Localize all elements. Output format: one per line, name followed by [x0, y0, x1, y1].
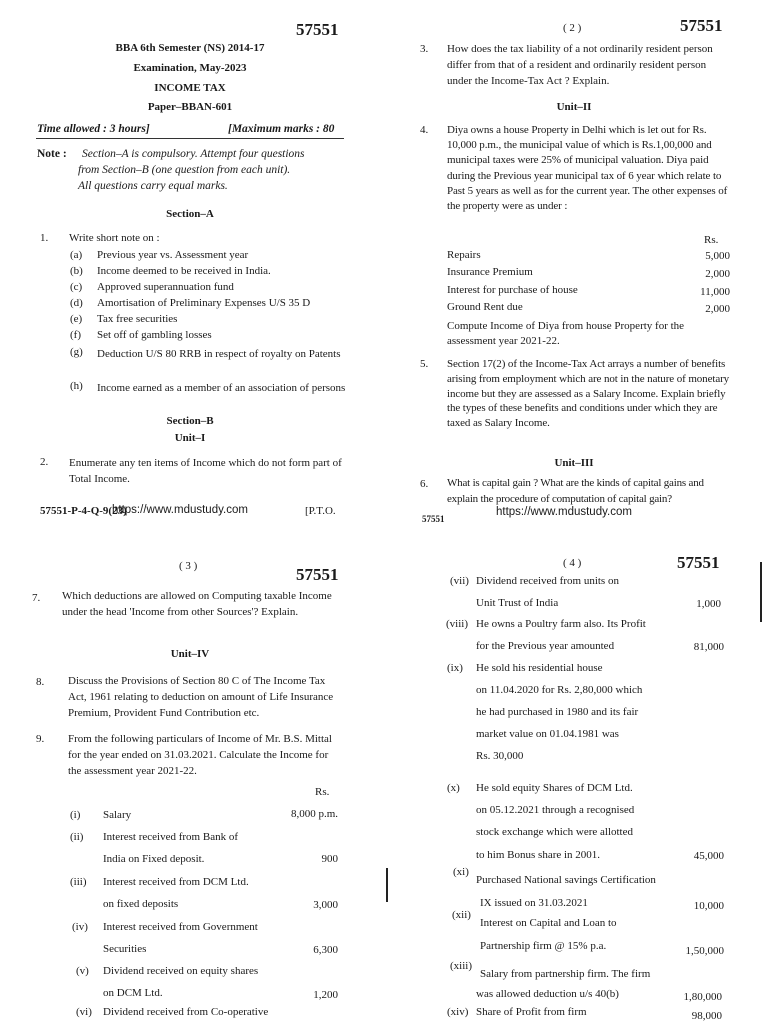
header-divider — [36, 138, 344, 139]
note-line-3: All questions carry equal marks. — [78, 180, 228, 192]
item-text: Interest on Capital and Loan to — [480, 917, 617, 929]
item-text-2: for the Previous year amounted — [476, 640, 615, 652]
expense-label: Ground Rent due — [447, 301, 523, 313]
note-line-2: from Section–B (one question from each unit). — [78, 164, 291, 176]
item-value: 6,300 — [313, 944, 338, 956]
q2-number: 2. — [40, 456, 49, 468]
item-text-2: on fixed deposits — [103, 898, 179, 910]
item-value: 10,000 — [693, 900, 724, 912]
q1-item-text: Set off of gambling losses — [97, 329, 212, 341]
footer-url: https://www.mdustudy.com — [496, 506, 632, 518]
item-value: 8,000 p.m. — [290, 808, 338, 820]
item-text-2: on DCM Ltd. — [103, 987, 163, 999]
item-value: 1,000 — [696, 598, 721, 610]
page-3 — [0, 512, 384, 1024]
item-label: (i) — [70, 809, 81, 821]
expense-label: Insurance Premium — [447, 266, 533, 278]
q1-item-label: (h) — [70, 380, 83, 392]
note-label: Note : — [37, 148, 67, 160]
unit-2-heading: Unit–II — [556, 101, 592, 113]
item-text: He sold equity Shares of DCM Ltd. — [476, 782, 633, 794]
page-1 — [0, 0, 384, 517]
item-label: (iii) — [70, 876, 87, 888]
item-text: He sold his residential house — [476, 662, 603, 674]
q8-number: 8. — [36, 676, 45, 688]
time-allowed: Time allowed : 3 hours] — [37, 123, 150, 135]
item-text-3: he had purchased in 1980 and its fair — [476, 706, 639, 718]
q1-item-text: Deduction U/S 80 RRB in respect of royalty on Patents — [97, 348, 341, 360]
page-number: ( 2 ) — [563, 22, 582, 34]
pto-label: [P.T.O. — [305, 505, 336, 517]
item-text: Share of Profit from firm — [476, 1006, 587, 1018]
item-label: (v) — [76, 965, 89, 977]
q1-item-label: (c) — [70, 281, 83, 293]
footer-url: https://www.mdustudy.com — [112, 504, 248, 516]
item-value: 1,80,000 — [683, 991, 722, 1003]
paper-code: 57551 — [677, 553, 720, 572]
margin-mark — [760, 562, 762, 622]
unit-1-heading: Unit–I — [174, 432, 206, 444]
item-value: 1,50,000 — [685, 945, 724, 957]
item-value: 45,000 — [693, 850, 724, 862]
q4-conclusion: Compute Income of Diya from house Property for the assessment year 2021-22. — [447, 320, 685, 347]
q1-item-text: Tax free securities — [97, 313, 178, 325]
q7-number: 7. — [32, 592, 41, 604]
q6-number: 6. — [420, 478, 429, 490]
item-text-2: India on Fixed deposit. — [103, 853, 205, 865]
item-text: Purchased National savings Certification — [476, 874, 656, 886]
item-label: (vi) — [76, 1006, 92, 1018]
footer-code: 57551-P-4-Q-9(23) — [40, 505, 127, 517]
exam-session: Examination, May-2023 — [133, 62, 247, 74]
item-text-2: was allowed deduction u/s 40(b) — [476, 988, 619, 1000]
q1-item-text: Income earned as a member of an association of persons — [97, 382, 346, 394]
item-text: Dividend received from units on — [476, 575, 619, 587]
q8-text: Discuss the Provisions of Section 80 C of The Income Tax Act, 1961 relating to deduction on amount of Life Insurance Premium, Provident Fund Contribution etc. — [68, 675, 334, 719]
item-text: Salary from partnership firm. The firm — [480, 968, 651, 980]
expense-value: 2,000 — [705, 268, 730, 280]
item-label: (iv) — [72, 921, 88, 933]
item-text-2: on 11.04.2020 for Rs. 2,80,000 which — [476, 684, 643, 696]
page-number: ( 3 ) — [179, 560, 198, 572]
expense-label: Repairs — [447, 249, 481, 261]
q9-number: 9. — [36, 733, 45, 745]
item-label: (ii) — [70, 831, 84, 843]
item-label: (viii) — [446, 618, 468, 630]
section-a-heading: Section–A — [166, 208, 214, 220]
item-label: (xi) — [453, 866, 469, 878]
q3-number: 3. — [420, 43, 429, 55]
item-text-3: stock exchange which were allotted — [476, 826, 633, 838]
item-value: 900 — [321, 853, 338, 865]
item-text-4: to him Bonus share in 2001. — [476, 849, 601, 861]
expense-value: 5,000 — [705, 250, 730, 262]
q1-item-label: (g) — [70, 346, 83, 358]
q4-number: 4. — [420, 124, 429, 136]
paper-number: Paper–BBAN-601 — [147, 101, 233, 113]
q1-item-text: Amortisation of Preliminary Expenses U/S 35 D — [97, 297, 311, 309]
item-text-2: Unit Trust of India — [476, 597, 559, 609]
q1-text: Write short note on : — [69, 232, 160, 244]
q1-item-text: Previous year vs. Assessment year — [97, 249, 249, 261]
item-text-2: Securities — [103, 943, 147, 955]
scan-mark — [386, 868, 388, 902]
item-text: He owns a Poultry farm also. Its Profit — [476, 618, 646, 630]
item-label: (vii) — [450, 575, 469, 587]
subject-title: INCOME TAX — [154, 82, 226, 94]
item-text-2: IX issued on 31.03.2021 — [480, 897, 588, 909]
page-number: ( 4 ) — [563, 557, 582, 569]
q5-number: 5. — [420, 358, 429, 370]
item-label: (x) — [447, 782, 460, 794]
page-4 — [384, 512, 768, 1024]
footer-code: 57551 — [422, 514, 445, 524]
item-text: Interest received from DCM Ltd. — [103, 876, 249, 888]
item-text: Interest received from Bank of — [103, 831, 238, 843]
q9-text: From the following particulars of Income of Mr. B.S. Mittal for the year ended on 31.03.2021. Calculate the Income for the assessment year 2021-22. — [68, 733, 332, 777]
max-marks: [Maximum marks : 80 — [228, 123, 335, 135]
q3-text: How does the tax liability of a not ordinarily resident person differ from that of a resident and ordinarily resident person under the Income-Tax Act ? Explain. — [447, 43, 713, 87]
q1-item-text: Income deemed to be received in India. — [97, 265, 271, 277]
q6-text: What is capital gain ? What are the kinds of capital gains and explain the procedure of computation of capital gain? — [447, 477, 704, 505]
q1-item-label: (a) — [70, 249, 83, 261]
item-text-2: Partnership firm @ 15% p.a. — [480, 940, 607, 952]
rs-header: Rs. — [315, 786, 330, 798]
unit-4-heading: Unit–IV — [170, 648, 210, 660]
note-text: Section–A is compulsory. Attempt four questions — [82, 148, 305, 160]
item-text: Interest received from Government — [103, 921, 258, 933]
item-label: (ix) — [447, 662, 463, 674]
paper-code: 57551 — [680, 16, 723, 35]
rs-header: Rs. — [704, 234, 719, 246]
item-value: 81,000 — [693, 641, 724, 653]
item-text: Salary — [103, 809, 132, 821]
item-value: 1,200 — [313, 989, 338, 1001]
item-text: Dividend received on equity shares — [103, 965, 259, 977]
item-value: 98,000 — [691, 1010, 722, 1022]
item-label: (xii) — [452, 909, 471, 921]
section-b-heading: Section–B — [166, 415, 214, 427]
paper-code: 57551 — [296, 20, 339, 39]
unit-3-heading: Unit–III — [554, 457, 594, 469]
page-2 — [384, 0, 768, 524]
expense-value: 11,000 — [700, 286, 730, 298]
q4-text: Diya owns a house Property in Delhi which is let out for Rs. 10,000 p.m., the municipal value of which is Rs.1,00,000 and municipal taxes were 25% of municipal valuation. Diya paid during the Previous year municipal tax of 6 year which relate to Past 5 years as well as for the current year. The other expenses of the property were as under : — [447, 124, 728, 213]
exam-title: BBA 6th Semester (NS) 2014-17 — [115, 42, 265, 54]
item-label: (xiv) — [447, 1006, 469, 1018]
paper-code: 57551 — [296, 565, 339, 584]
q1-item-label: (d) — [70, 297, 83, 309]
q1-item-label: (f) — [70, 329, 81, 341]
q1-item-text: Approved superannuation fund — [97, 281, 234, 293]
q5-text: Section 17(2) of the Income-Tax Act arrays a number of benefits arising from employment which are not in the nature of monetary income but they are assessed as a Salary Income. Explain briefly the types of these benefits and conditions under which they are taxed as Salary Income. — [447, 358, 730, 430]
item-text-5: Rs. 30,000 — [476, 750, 524, 762]
q7-text: Which deductions are allowed on Computing taxable Income under the head 'Income from other Sources'? Explain. — [62, 590, 332, 618]
item-text-4: market value on 01.04.1981 was — [476, 728, 619, 740]
q2-text: Enumerate any ten items of Income which do not form part of Total Income. — [69, 457, 342, 485]
q1-item-label: (b) — [70, 265, 83, 277]
item-text-2: on 05.12.2021 through a recognised — [476, 804, 635, 816]
item-label: (xiii) — [450, 960, 472, 972]
q1-number: 1. — [40, 232, 49, 244]
expense-value: 2,000 — [705, 303, 730, 315]
item-value: 3,000 — [313, 899, 338, 911]
q1-item-label: (e) — [70, 313, 83, 325]
item-text: Dividend received from Co-operative — [103, 1006, 269, 1018]
expense-label: Interest for purchase of house — [447, 284, 578, 296]
